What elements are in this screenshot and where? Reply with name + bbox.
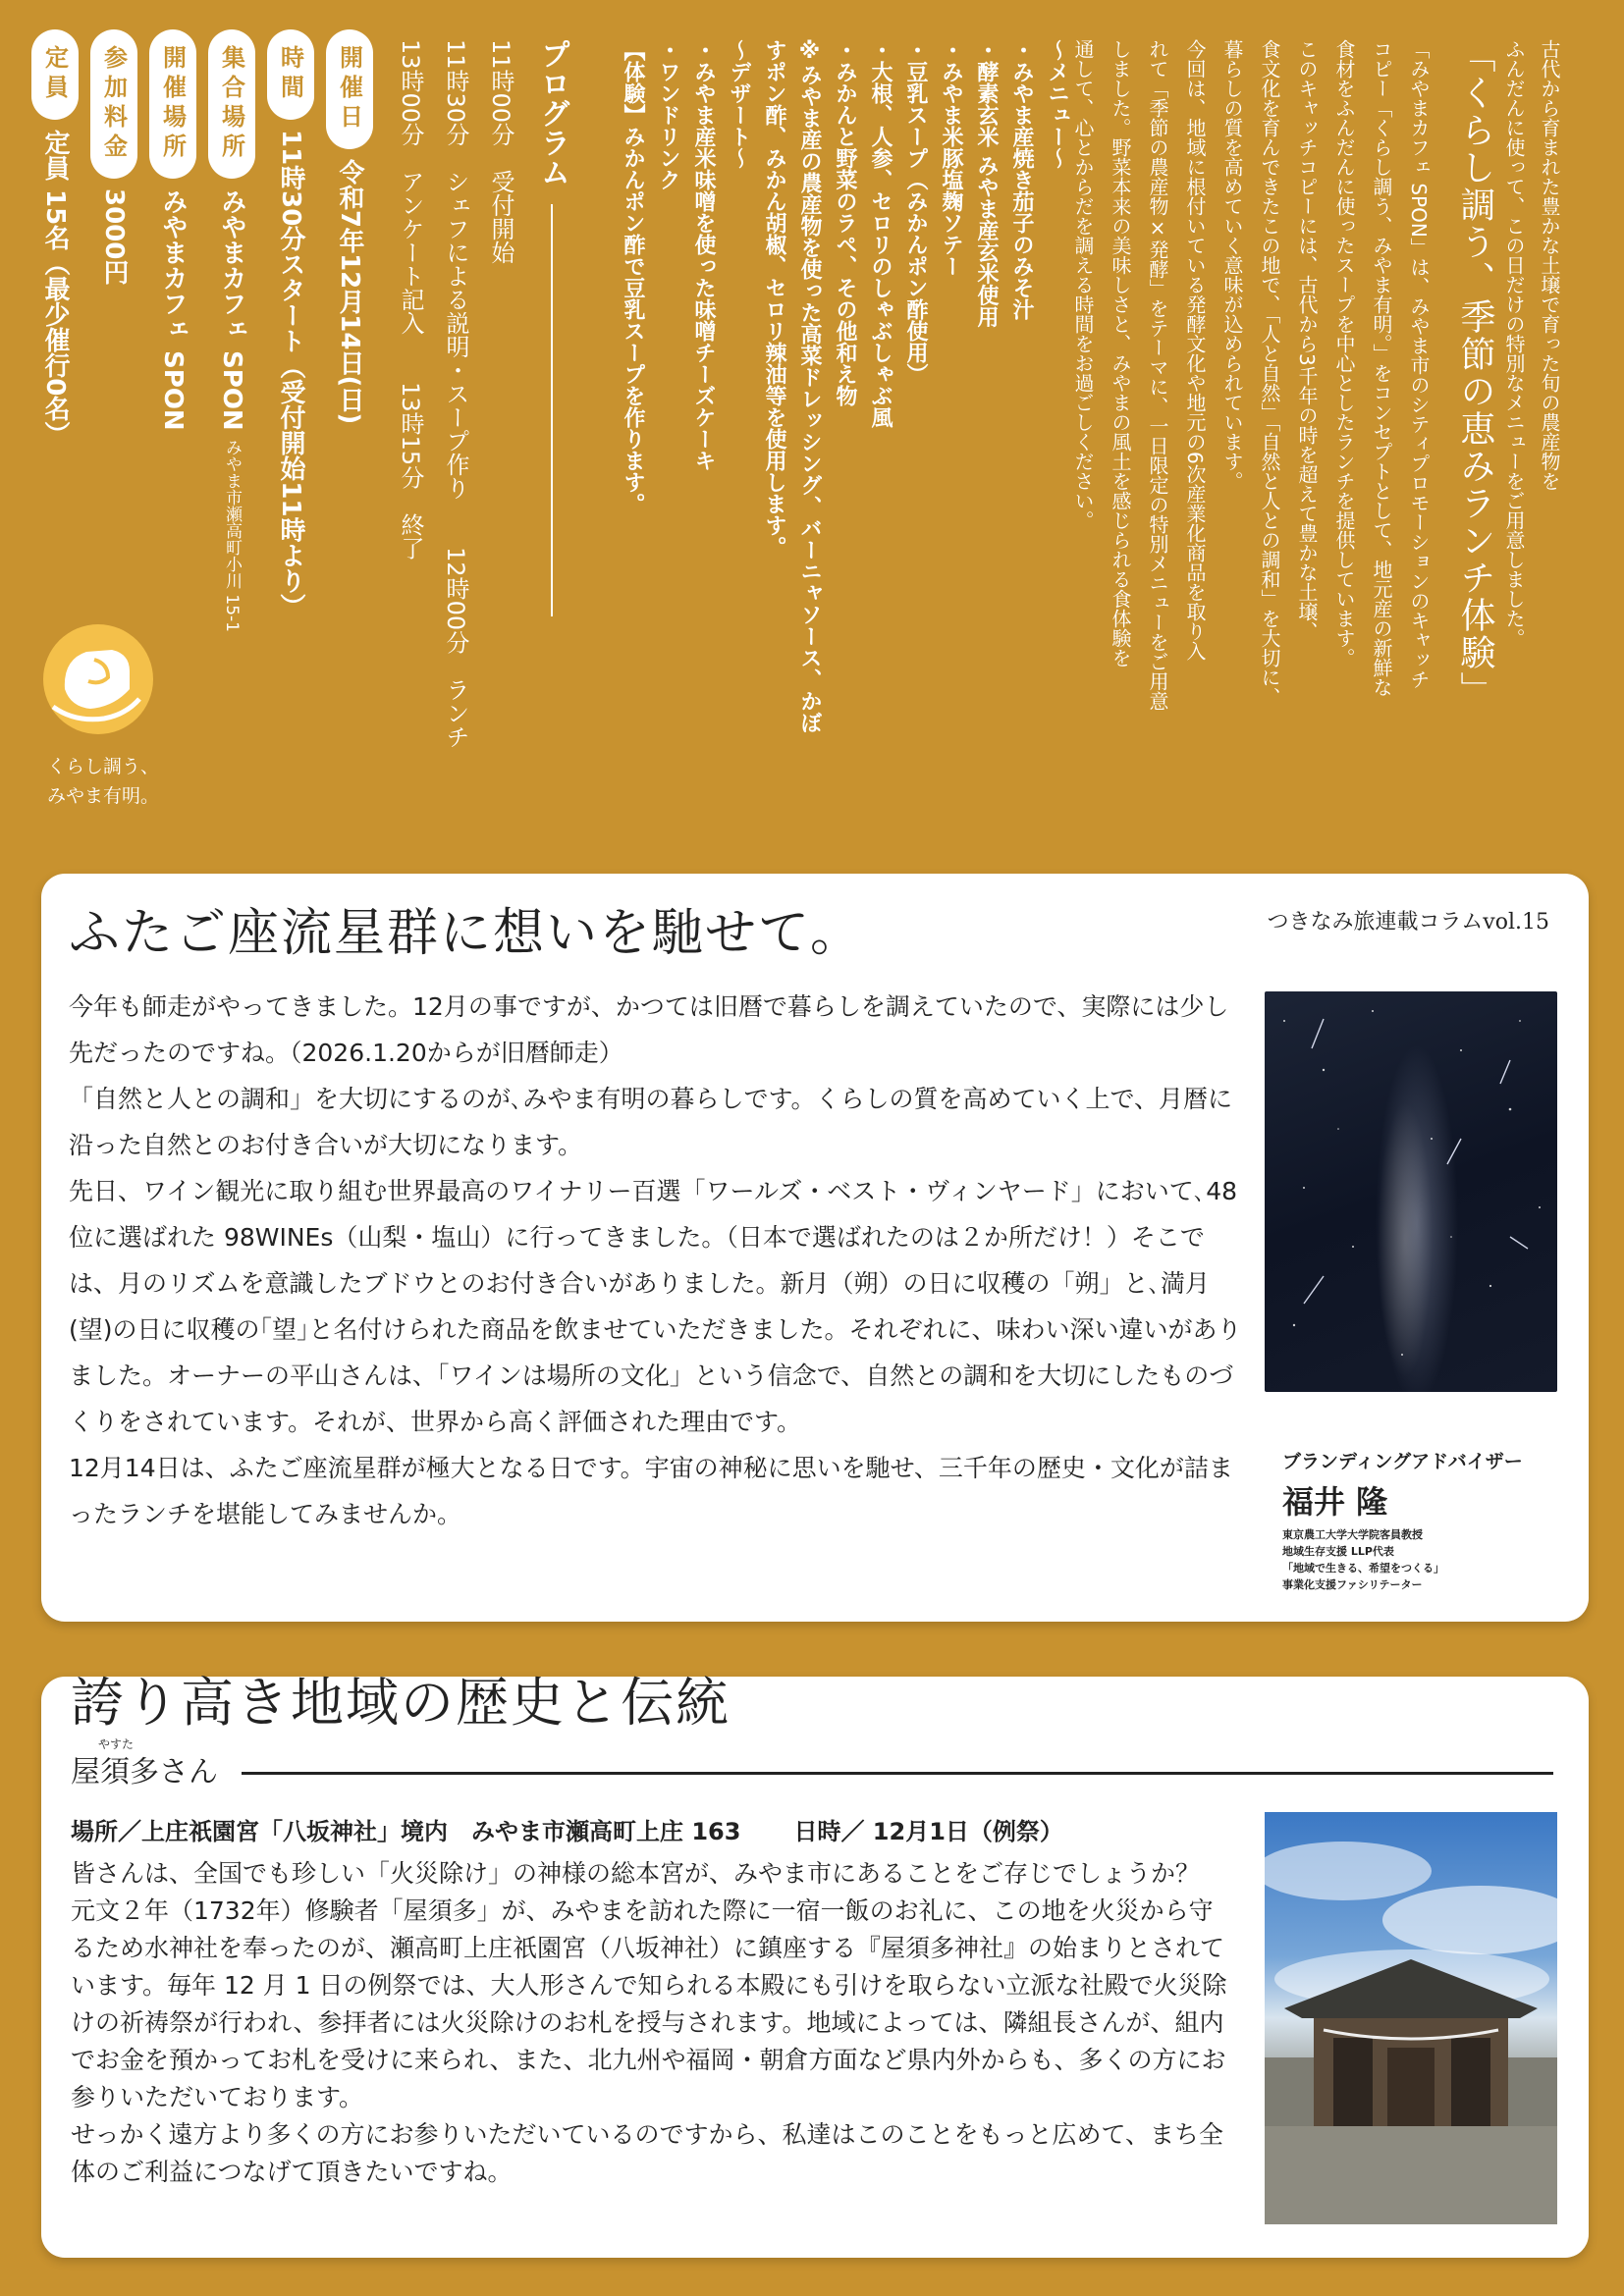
detail-time: [265, 29, 316, 632]
detail-label: 時間: [267, 29, 314, 120]
intro-line: 古代から育まれた豊かな土壌で育った旬の農産物を: [1538, 39, 1561, 491]
detail-value: 3000円: [99, 188, 129, 286]
description-line: このキャッチコピーには、古代から3千年の時を超えて豊かな土壌、: [1295, 39, 1319, 641]
description-line: れて「季節の農産物×発酵」をテーマに、一日限定の特別メニューをご用意: [1146, 39, 1169, 711]
detail-venue: [147, 29, 198, 632]
menu-item: ・みやま米豚塩麹ソテー: [939, 39, 963, 277]
program-line: 11時00分 受付開始: [487, 39, 514, 265]
detail-label: 開催場所: [149, 29, 196, 179]
history-subtitle-rule: [242, 1772, 1553, 1775]
description-line: 通して、心とからだを調える時間をお過ごしください。: [1071, 39, 1095, 530]
detail-value: みやまカフェ SPON: [158, 188, 188, 431]
program-line: 11時30分 シェフによる説明・スープ作り 12時00分 ランチ: [442, 39, 469, 749]
history-place: 場所／上庄祇園宮「八坂神社」境内 みやま市瀬高町上庄 163: [71, 1818, 741, 1845]
event-details: [29, 29, 375, 632]
history-paragraph: 元文２年（1732年）修験者「屋須多」が、みやまを訪れた際に一宿一飯のお礼に、この地を火災から守るため水神社を奉ったのが、瀬高町上庄祇園宮（八坂神社）に鎮座する『屋須多神社』の始まりとされています。毎年 12 月 1 日の例祭では、大人形さんで知られる本殿にも引けを取らない立派な社殿で火災除けの祈祷祭が行われ、参拝者には火災除けのお札を授与されます。地域によっては、隣組長さんが、組内でお金を預かってお札を受けに来られ、また、北九州や福岡・朝倉方面など県内外からも、多くの方にお参りいただいております。: [71, 1896, 1227, 2111]
description-line: 食文化を育んできたこの地で、「人と自然」「自然と人との調和」を大切に、: [1258, 39, 1281, 707]
author-note: 事業化支援ファシリテーター: [1282, 1578, 1423, 1591]
event-description: [1064, 39, 1437, 711]
detail-value: 定員 15名（最少催行0名）: [40, 130, 70, 448]
detail-capacity: [29, 29, 81, 632]
detail-value: [208, 188, 255, 632]
program-line: 13時00分 アンケート記入 13時15分 終了: [397, 39, 424, 561]
program-heading: [530, 39, 573, 616]
event-menu: [615, 39, 1074, 733]
history-subtitle: 屋須多さん: [71, 1755, 218, 1789]
column-body: [69, 984, 1247, 1537]
history-paragraph: せっかく遠方より多くの方にお参りいただいているのですから、私達はこのことをもっと広めて、まち全体のご利益につなげて頂きたいですね。: [71, 2120, 1224, 2186]
author-note: 東京農工大学大学院客員教授: [1282, 1528, 1423, 1541]
detail-label: 開催日: [326, 29, 373, 149]
menu-item: ・大根、人参、セロリのしゃぶしゃぶ風: [868, 39, 893, 428]
history-title: 誇り高き地域の歴史と伝統: [71, 1672, 731, 1734]
menu-item: ・みやま産焼き茄子のみそ汁: [1009, 39, 1034, 320]
menu-item: ・みかんと野菜のラペ、その他和え物: [833, 39, 857, 406]
description-line: しました。野菜本来の美味しさと、みやまの風土を感じられる食体験を: [1109, 39, 1132, 667]
event-title: 「くらし調う、季節の恵みランチ体験」: [1455, 37, 1495, 709]
menu-item: すポン酢、みかん胡椒、セロリ辣油等を使用します。: [762, 39, 786, 558]
miyama-hands-logo-icon: [35, 620, 161, 738]
author-notes: [1282, 1526, 1567, 1593]
description-line: 今回は、地域に根付いている発酵文化や地元の6次産業化商品を取り入: [1183, 39, 1207, 661]
description-line: コピー「くらし調う、みやま有明。」をコンセプトとして、地元産の新鮮な: [1370, 39, 1393, 697]
detail-label: 参加料金: [90, 29, 137, 179]
history-paragraph: 皆さんは、全国でも珍しい「火災除け」の神様の総本宮が、みやま市にあることをご存じでしょうか？: [71, 1859, 1201, 1888]
menu-item: 〜メニュー〜: [1045, 39, 1069, 169]
column-paragraph: 先日、ワイン観光に取り組む世界最高のワイナリー百選「ワールズ・ベスト・ヴィンヤード」において､48位に選ばれた 98WINEs（山梨・塩山）に行ってきました。（日本で選ばれたのは２か所だけ！）そこでは、月のリズムを意識したブドウとのお付き合いがありました。新月（朔）の日に収穫の「朔」と､満月(望)の日に収穫の｢望｣と名付けられた商品を飲ませていただきました。それぞれに、味わい深い違いがありました。オーナーの平山さんは、「ワインは場所の文化」という信念で、自然との調和を大切にしたものづくりをされています。それが、世界から高く評価された理由です。: [69, 1177, 1242, 1436]
column-paragraph: 12月14日は、ふたご座流星群が極大となる日です。宇宙の神秘に思いを馳せ、三千年の歴史・文化が詰まったランチを堪能してみませんか。: [69, 1454, 1233, 1528]
menu-item: ・酵素玄米 みやま産玄米使用: [974, 39, 999, 328]
column-paragraph: 今年も師走がやってきました。12月の事ですが、かつては旧暦で暮らしを調えていたので、実際には少し先だったのですね。（2026.1.20からが旧暦師走）: [69, 992, 1229, 1067]
menu-item: ※みやま産の農産物を使った高菜ドレッシング、バーニャソース、かぼ: [797, 39, 822, 733]
detail-label: 集合場所: [208, 29, 255, 179]
description-line: 食材をふんだんに使ったスープを中心としたランチを提供しています。: [1332, 39, 1356, 667]
detail-date: [324, 29, 375, 632]
program-schedule: [388, 39, 523, 748]
detail-address: みやま市瀬高町小川 15-1: [222, 438, 242, 632]
meteor-shower-photo: [1265, 991, 1557, 1392]
detail-label: 定員: [31, 29, 79, 120]
logo-caption-line: くらし調う、: [46, 756, 159, 777]
detail-value: 令和7年12月14日(日): [335, 159, 364, 425]
menu-item: ・豆乳スープ（みかんポン酢使用）: [903, 39, 928, 385]
column-series: つきなみ旅連載コラムvol.15: [1267, 910, 1549, 934]
column-author: [1282, 1447, 1567, 1593]
event-intro: [1496, 39, 1567, 648]
description-line: 暮らしの質を高めていく意味が込められています。: [1220, 39, 1244, 491]
detail-value: 11時30分スタート（受付開始11時より）: [276, 130, 305, 619]
starfield-icon: [1265, 991, 1557, 1392]
shrine-building-icon: [1265, 1812, 1557, 2224]
logo-caption: [29, 752, 177, 811]
logo-caption-line: みやま有明。: [46, 785, 159, 807]
author-note: 地域生存支援 LLP代表: [1282, 1545, 1394, 1558]
menu-item: 【体験】みかんポン酢で豆乳スープを作ります。: [621, 39, 645, 514]
menu-item: 〜デザート〜: [727, 39, 751, 169]
shrine-photo: [1265, 1812, 1557, 2224]
history-body: [71, 1855, 1233, 2191]
description-line: 「みやまカフェ SPON」は、みやま市のシティプロモーションのキャッチ: [1407, 39, 1431, 689]
detail-fee: [88, 29, 139, 632]
author-note: 「地域で生きる、希望をつくる」: [1282, 1562, 1444, 1575]
history-place-date: [71, 1812, 1063, 1846]
detail-value-main: みやまカフェ SPON: [217, 188, 246, 431]
intro-line: ふんだんに使って、この日だけの特別なメニューをご用意しました。: [1502, 39, 1526, 648]
history-subtitle-ruby: やすた: [98, 1737, 135, 1751]
column-title: ふたご座流星群に想いを馳せて。: [69, 904, 863, 963]
program-heading-rule: [551, 204, 553, 616]
author-role: ブランディングアドバイザー: [1282, 1451, 1523, 1472]
column-paragraph: 「自然と人との調和」を大切にするのが､みやま有明の暮らしです。くらしの質を高めていく上で、月暦に沿った自然とのお付き合いが大切になります。: [69, 1085, 1233, 1159]
menu-item: ・みやま産米味噌を使った味噌チーズケーキ: [691, 39, 716, 471]
detail-meeting-place: [206, 29, 257, 632]
program-heading-text: プログラム: [535, 39, 569, 187]
menu-item: ・ワンドリンク: [656, 39, 680, 190]
author-name: 福井 隆: [1282, 1483, 1388, 1521]
history-date: 日時／ 12月1日（例祭）: [793, 1818, 1063, 1845]
